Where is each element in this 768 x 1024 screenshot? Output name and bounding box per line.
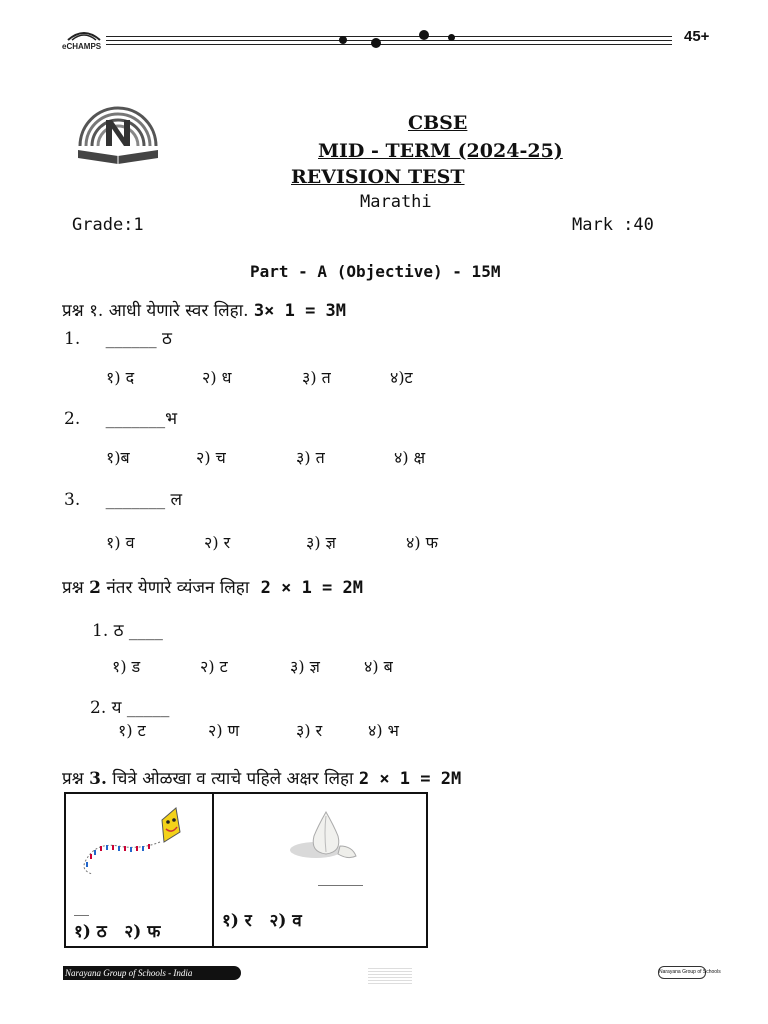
picture-cell-garlic bbox=[213, 793, 427, 947]
question-2-prefix: प्रश्न bbox=[62, 578, 90, 598]
option[interactable]: १) ट bbox=[118, 721, 146, 740]
garlic-answer-blank: ______ bbox=[318, 868, 363, 886]
option[interactable]: १) ड bbox=[112, 657, 141, 676]
option[interactable]: ४)ट bbox=[390, 368, 413, 387]
garlic-options[interactable]: १) र २) व bbox=[222, 911, 302, 931]
footer-badge-text: Narayana Group of Schools bbox=[659, 969, 721, 975]
kite-answer-blank: __ bbox=[74, 898, 89, 916]
part-a-heading bbox=[250, 262, 500, 281]
kite-options[interactable]: १) ठ २) फ bbox=[74, 922, 161, 942]
years-badge-text: 45+ bbox=[684, 28, 710, 45]
q1-item-3-blank: _______ ल bbox=[105, 490, 183, 510]
grade-label bbox=[72, 215, 144, 235]
board-title bbox=[408, 112, 467, 134]
option[interactable]: ४) भ bbox=[368, 721, 399, 740]
question-3-number: 3. bbox=[89, 769, 107, 789]
q2-item-1-blank: ठ ____ bbox=[113, 621, 163, 641]
board-title-text: CBSE bbox=[408, 112, 468, 134]
question-1-marks: 3× 1 = 3M bbox=[253, 301, 347, 321]
option[interactable]: ३) त bbox=[302, 368, 331, 387]
option[interactable]: ३) त bbox=[296, 448, 325, 467]
question-1-text: प्रश्न १. आधी येणारे स्वर लिहा. bbox=[62, 301, 254, 321]
header-dot bbox=[419, 30, 429, 40]
question-2-heading bbox=[62, 575, 363, 598]
q2-item-2 bbox=[90, 695, 169, 718]
option[interactable]: ४) ब bbox=[364, 657, 393, 676]
footer-badge bbox=[658, 966, 721, 979]
q1-item-3 bbox=[64, 487, 182, 510]
footer-school-name-text: Narayana Group of Schools - India bbox=[65, 968, 193, 978]
option[interactable]: १) व bbox=[106, 533, 135, 552]
q1-item-1-options bbox=[106, 366, 413, 388]
q2-item-1 bbox=[92, 618, 163, 641]
option[interactable]: २) ण bbox=[208, 721, 240, 740]
exam-title-text: MID - TERM (2024-25) bbox=[318, 140, 563, 162]
q1-item-2-options bbox=[106, 446, 426, 468]
garlic-icon bbox=[286, 806, 366, 866]
option[interactable]: ३) र bbox=[296, 721, 323, 740]
q1-item-2 bbox=[64, 406, 177, 429]
option[interactable]: २) ध bbox=[202, 368, 232, 387]
option[interactable]: १)ब bbox=[106, 448, 130, 467]
question-1-heading bbox=[62, 298, 346, 321]
question-2-text: नंतर येणारे व्यंजन लिहा bbox=[100, 578, 255, 598]
exam-title bbox=[318, 140, 563, 162]
header-rule-mid bbox=[106, 40, 672, 41]
footer-school-name bbox=[63, 966, 241, 980]
school-logo-icon bbox=[72, 98, 164, 166]
option[interactable]: ४) क्ष bbox=[394, 448, 426, 467]
option[interactable]: २) ट bbox=[200, 657, 228, 676]
option[interactable]: १) द bbox=[106, 368, 135, 387]
echamps-logo bbox=[62, 28, 106, 50]
footer-stamp bbox=[368, 966, 412, 984]
q1-item-3-options bbox=[106, 531, 438, 553]
picture-table bbox=[64, 792, 428, 948]
question-3-prefix: प्रश्न bbox=[62, 769, 90, 789]
marks-label bbox=[572, 215, 654, 235]
q2-item-2-options bbox=[118, 719, 399, 741]
question-3-heading bbox=[62, 766, 461, 789]
header-rule-bottom bbox=[106, 44, 672, 45]
q1-item-1-blank: ______ ठ bbox=[105, 329, 172, 349]
header-dot bbox=[371, 38, 381, 48]
q1-item-2-number: 2. bbox=[64, 409, 81, 429]
q2-item-1-options bbox=[112, 655, 393, 677]
question-3-marks: 2 × 1 = 2M bbox=[358, 769, 462, 789]
header-dot bbox=[339, 36, 347, 44]
marks-text: Mark :40 bbox=[572, 215, 654, 235]
header-rule-top bbox=[106, 36, 672, 37]
q1-item-3-number: 3. bbox=[64, 490, 81, 510]
test-title-text: REVISION TEST bbox=[291, 166, 465, 188]
header-dot bbox=[448, 34, 455, 41]
option[interactable]: ३) ज्ञ bbox=[290, 657, 320, 676]
q2-item-2-number: 2. bbox=[90, 698, 107, 718]
option[interactable]: २) च bbox=[196, 448, 226, 467]
grade-text: Grade:1 bbox=[72, 215, 144, 235]
q1-item-1 bbox=[64, 326, 172, 349]
echamps-text: eCHAMPS bbox=[62, 42, 102, 51]
years-badge bbox=[684, 28, 709, 45]
question-2-number: 2 bbox=[89, 578, 101, 598]
part-a-text: Part - A (Objective) - 15M bbox=[250, 262, 501, 281]
school-logo bbox=[72, 98, 164, 166]
picture-cell-kite bbox=[65, 793, 213, 947]
q1-item-1-number: 1. bbox=[64, 329, 81, 349]
option[interactable]: २) र bbox=[204, 533, 231, 552]
q2-item-2-blank: य _____ bbox=[111, 698, 170, 718]
echamps-logo-icon bbox=[62, 28, 106, 50]
q2-item-1-number: 1. bbox=[92, 621, 109, 641]
kite-icon bbox=[66, 802, 212, 902]
test-title bbox=[291, 166, 465, 188]
subject-text: Marathi bbox=[360, 192, 432, 212]
question-3-text: चित्रे ओळखा व त्याचे पहिले अक्षर लिहा bbox=[106, 769, 359, 789]
subject-label bbox=[360, 192, 432, 212]
q1-item-2-blank: _______भ bbox=[105, 409, 178, 429]
option[interactable]: ४) फ bbox=[406, 533, 438, 552]
option[interactable]: ३) ज्ञ bbox=[306, 533, 336, 552]
question-2-marks: 2 × 1 = 2M bbox=[260, 578, 363, 598]
